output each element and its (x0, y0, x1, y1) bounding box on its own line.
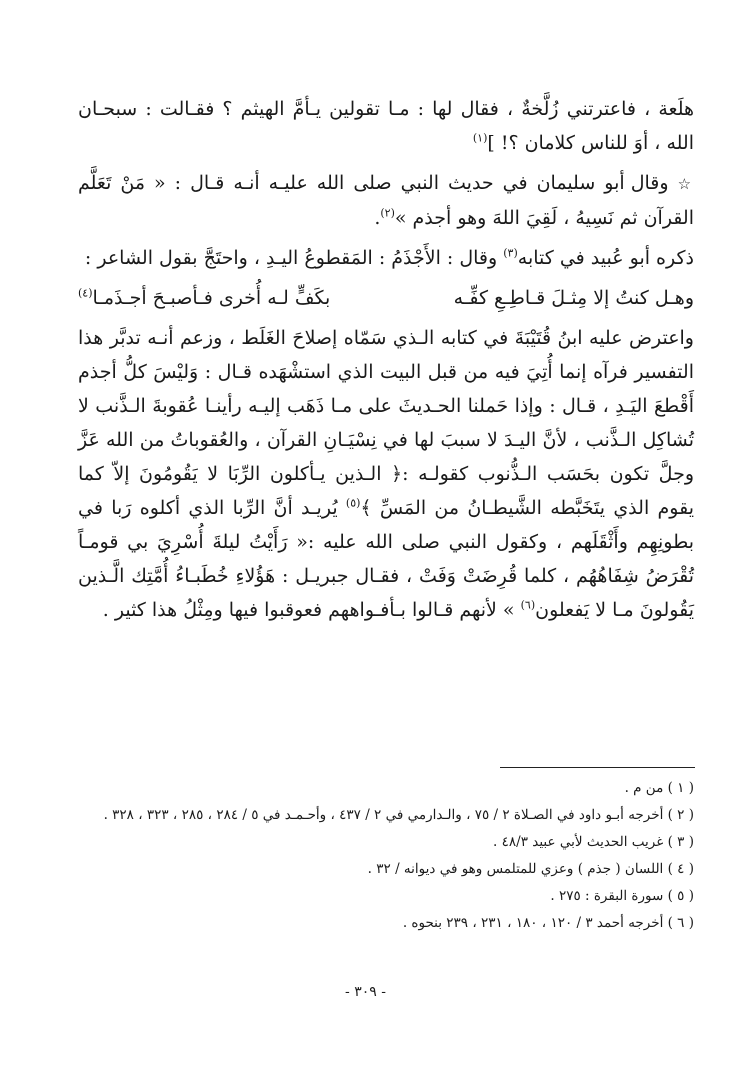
footnote-1: ( ١ ) من م . (624, 780, 694, 796)
paragraph-2 (78, 166, 694, 235)
footnotes (78, 776, 694, 938)
footnote-ref-4[interactable]: (٤) (78, 286, 93, 300)
footnote-3: ( ٣ ) غريب الحديث لأبي عبيد ٤٨/٣ . (493, 834, 694, 850)
paragraph-4-text-c: » لأنهم قـالوا بـأفـواههم فعوقبوا فيها ومِثْلُ هذا كثير . (102, 599, 515, 621)
footnote-ref-1[interactable]: (١) (472, 131, 488, 145)
footnote-separator (500, 767, 695, 768)
verse-first-hemistich: وهـل كنتُ إلا مِثـلَ قـاطِـعِ كفِّـه (453, 287, 694, 309)
footnote-6: ( ٦ ) أخرجه أحمد ٣ / ١٢٠ ، ١٨٠ ، ٢٣١ ، ٢٣٩ بنحوه . (402, 915, 694, 931)
page-number: - ٣٠٩ - (345, 984, 386, 1000)
footnote-ref-2[interactable]: (٢) (380, 206, 395, 220)
paragraph-1 (78, 92, 694, 160)
paragraph-4-text-a: واعترض عليه ابنُ قُتَيْبَةَ في كتابه الـذي سَمّاه إصلاحَ الغَلَط ، وزعم أنـه تدبَّر هذا التفسير فرآه إنما أُتِيَ فيه من قبل البيت الذي استشْهَده قـال : وَليْسَ كلُّ أجذم أَقْطعَ اليَـدِ ، قـال : وإذا حَملنا الحـديثَ على مـا ذَهَب إليـه رأينـا عُقوبةَ الـذَّنب لا تُشاكِل الـذَّنب ، لأنَّ اليـدَ لا سببَ لها في نِسْيَـانِ القرآن ، والعُقوباتُ من الله عَزَّ وجلَّ تكون بحَسَب الـذُّنوب كقولـه :﴿ الـذين يـأكلون الرِّبَا لا يَقُومُونَ إلاّ كما يقوم الذي يتَخَبَّطه الشَّيطـانُ من المَسِّ ﴾ (78, 327, 694, 519)
star-icon: ☆ (677, 175, 694, 193)
footnote-2: ( ٢ ) أخرجه أبـو داود في الصـلاة ٢ / ٧٥ ، والـدارمي في ٢ / ٤٣٧ ، وأحـمـد في ٥ / ٢٨٤ ، ٢٨٥ ، ٣٢٣ ، ٣٢٨ . (103, 807, 694, 823)
footnote-4: ( ٤ ) اللسان ( جذم ) وعزي للمتلمس وهو في ديوانه / ٣٢ . (367, 861, 694, 877)
main-text (78, 92, 694, 633)
paragraph-3-text-a: ذكره أبو عُبيد في كتابه (517, 247, 694, 269)
footnote-5: ( ٥ ) سورة البقرة : ٢٧٥ . (550, 888, 694, 904)
footnote-ref-3[interactable]: (٣) (503, 246, 518, 260)
paragraph-2-end: . (374, 207, 381, 229)
paragraph-2-text: وقال أبو سليمان في حديث النبي صلى الله عليـه أنـه قـال : « مَنْ تَعَلَّم القرآن ثم نَسِيهُ ، لَقِيَ اللهَ وهو أجذم » (78, 172, 694, 229)
paragraph-1-text: هلَعة ، فاعترتني زُلَّخةٌ ، فقال لها : مـا تقولين يـأمَّ الهيثم ؟ فقـالت : سبحـان الله ، أوَ للناس كلامان ؟! ] (78, 98, 694, 154)
poetry-verse (78, 281, 694, 315)
verse-second-hemistich: بكَفٍّ لـه أُخرى فـأصبـحَ أجـذَمـا (92, 287, 331, 309)
paragraph-3 (78, 241, 694, 275)
footnote-ref-5[interactable]: (٥) (345, 496, 361, 510)
paragraph-4-text-b: يُريـد أنَّ الرِّبا الذي أكلوه رَبا في بطونِهِم وأَثْقَلَهم ، وكقول النبي صلى الله عليه :« رَأَيْتُ ليلةَ أُسْرِيَ بي قومـاً تُقْرَضُ شِفَاهُهُم ، كلما قُرِضَتْ وَفَتْ ، فقـال جبريـل : هَؤُلاءِ خُطَبـاءُ أُمَّتِك الَّـذين يَقُولونَ مـا لا يَفعلون (78, 497, 694, 621)
paragraph-3-text-b: وقال : الأَجْذَمُ : المَقطوعُ اليـدِ ، واحتَجَّ بقول الشاعر : (84, 247, 498, 269)
footnote-ref-6[interactable]: (٦) (520, 598, 536, 612)
paragraph-4 (78, 321, 694, 627)
